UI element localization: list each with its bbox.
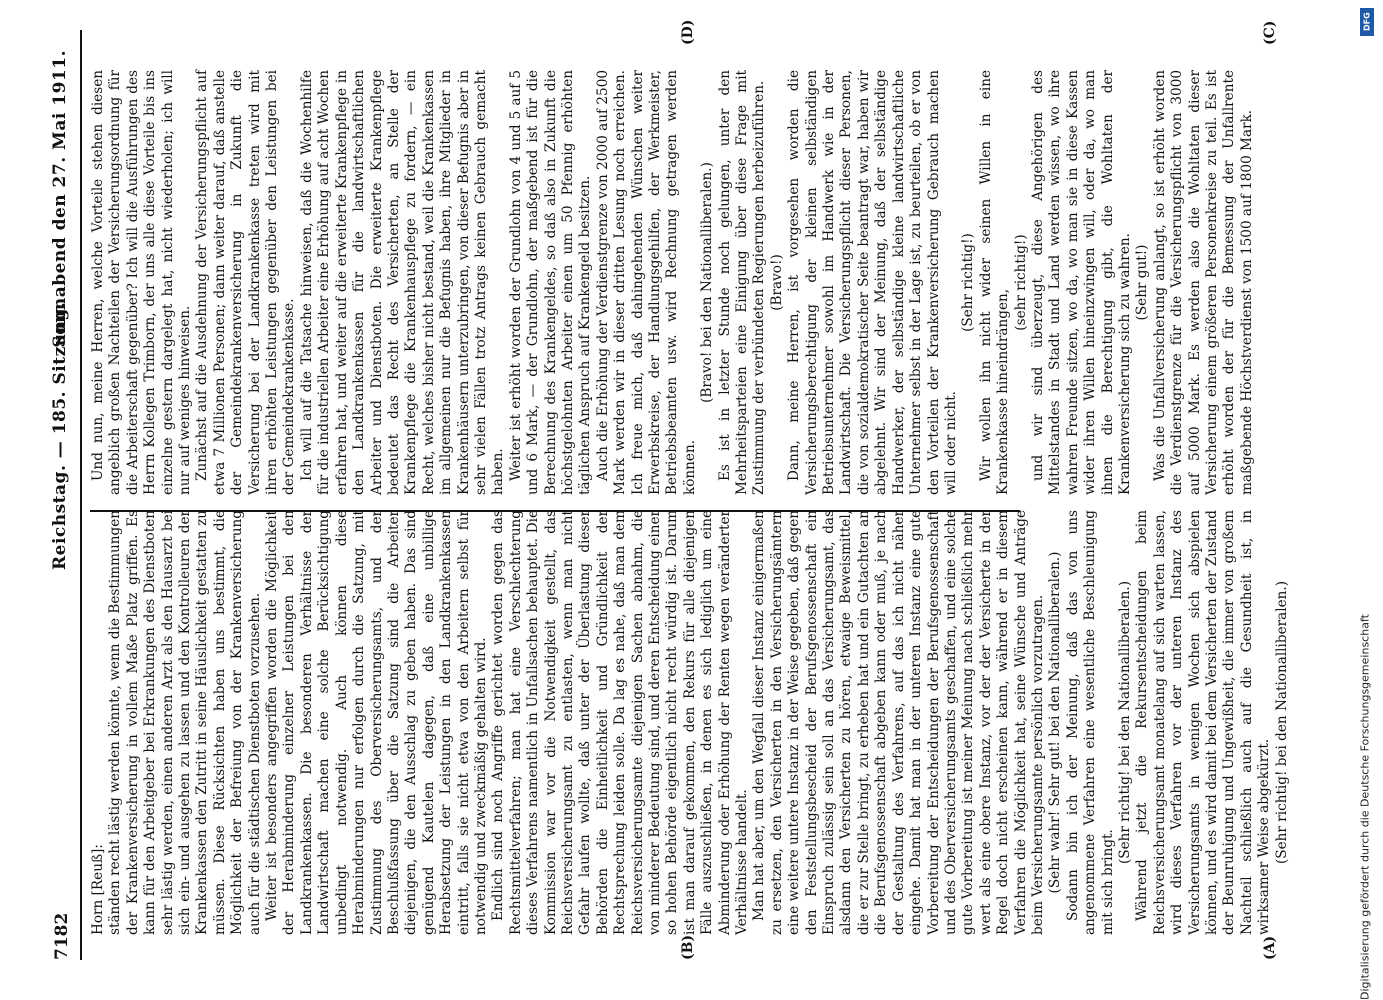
margin-mark-d: (D) [680, 19, 696, 45]
interjection: (Bravo!) [768, 254, 785, 311]
page-number: 7182 [52, 912, 72, 960]
interjection: (sehr richtig!) [1012, 234, 1029, 331]
interjection: (Bravo! bei den Nationalliberalen.) [699, 162, 716, 403]
paragraph: Dann, meine Herren, ist vorgesehen worden die Versicherungsberechtigung der kleinen selbständigen Betriebsunternehmer sowohl im Handwerk wie in der Landwirtschaft. Die Versicherungspflicht dieser Personen, die von sozialdemokratischer Seite beantragt war, haben wir abgelehnt. Wir sind der Meinung, daß der selbständige Handwerker, der selbständige kleine landwirtschaftliche Unternehmer selbst in der Lage ist, zu beurteilen, ob er von den Vorteilen der Krankenversicherung Gebrauch machen will oder nicht. [786, 70, 959, 495]
paragraph: Zunächst auf die Ausdehnung der Versicherungspflicht auf etwa 7 Millionen Personen; dann weiter darauf, daß anstelle der Gemeindekrankenversicherung in Zukunft die Versicherung bei der Landkrankenkasse treten wird mit ihren erhöhten Leistungen gegenüber den Leistungen bei der Gemeindekrankenkasse. [194, 70, 298, 495]
digitization-credit: Digitalisierung gefördert durch die Deutsche Forschungsgemeinschaft [1358, 614, 1372, 1000]
session-date: Sonnabend den 27. Mai 1911. [50, 50, 70, 348]
paragraph: Ich will auf die Tatsache hinweisen, daß die Wochenhilfe für die industriellen Arbeiter eine Erhöhung auf acht Wochen erfahren hat, und weiter auf die erweiterte Krankenpflege in den Landkrankenkassen für die landwirtschaftlichen Arbeiter und Dienstboten. Die erweiterte Krankenpflege bedeutet das Recht des Versicherten, an Stelle der Krankenpflege die Krankenhauspflege zu fordern, — ein Recht, welches bisher nicht bestand, weil die Krankenkassen im allgemeinen nur die Befugnis haben, ihre Mitglieder in Krankenhäusern unterzubringen, von dieser Befugnis aber in sehr vielen Fällen trotz Antrags keinen Gebrauch gemacht haben. [298, 70, 507, 495]
interjection: (Sehr richtig!) [960, 233, 977, 332]
margin-mark-a: (A) [1262, 935, 1278, 960]
interjection: (Sehr richtig! bei den Nationalliberalen.) [1116, 581, 1133, 864]
paragraph: Es ist in letzter Stunde noch gelungen, unter den Mehrheitsparteien eine Einigung über diese Frage mit Zustimmung der verbündeten Regierungen herbeizuführen. [716, 70, 768, 495]
interjection: (Sehr richtig! bei den Nationalliberalen.) [1273, 581, 1290, 864]
page-header [40, 30, 82, 960]
interjection: (Sehr gut!) [1134, 244, 1151, 321]
paragraph: Wir wollen ihn nicht wider seinen Willen in eine Krankenkasse hineindrängen, [977, 70, 1012, 495]
paragraph: Endlich sind noch Angriffe gerichtet worden gegen das Rechtsmittelverfahren; man hat eine Verschlechterung dieses Verfahrens namentlich in Unfallsachen behauptet. Die Kommission war vor die Notwendigkeit gestellt, das Reichsversicherungsamt zu entlasten, wenn man nicht Gefahr laufen wollte, daß unter der Überlastung dieser Behörden die Einheitlichkeit und Gründlichkeit der Rechtsprechung leiden solle. Da lag es nahe, daß man dem Reichsversicherungsamte diejenigen Sachen abnahm, die von minderer Bedeutung sind, und deren Entscheidung einer so hohen Behörde eigentlich nicht recht würdig ist. Darum ist man darauf gekommen, den Rekurs für alle diejenigen Fälle auszuschließen, in denen es sich lediglich um eine Abminderung oder Erhöhung der Renten wegen veränderter Verhältnisse handelt. [490, 510, 751, 935]
paragraph: Weiter ist erhöht worden der Grundlohn von 4 und 5 auf 5 und 6 Mark, — der Grundlohn, der maßgebend ist für die Berechnung des Krankengeldes, so daß also in Zukunft die höchstgelohnten Arbeiter einen um 50 Pfennig erhöhten täglichen Anspruch auf Krankengeld besitzen. [507, 70, 594, 495]
running-title: Reichstag. — 185. Sitzung. [50, 301, 70, 570]
column-divider [90, 510, 1020, 512]
paragraph: Auch die Erhöhung der Verdienstgrenze von 2000 auf 2500 Mark werden wir in dieser dritten Lesung noch erreichen. Ich freue mich, daß dahingehenden Wünschen weiter Erwerbskreise, der Handlungsgehilfen, der Werkmeister, Betriebsbeamten usw. wird Rechnung getragen werden können. [594, 70, 698, 495]
paragraph: Und nun, meine Herren, welche Vorteile stehen diesen angeblich großen Nachteilen der Versicherungsordnung für die Arbeiterschaft gegenüber? Ich will die Ausführungen des Herrn Kollegen Trimborn, der uns alle diese Vorteile bis ins einzelne gestern dargelegt hat, nicht wiederholen; ich will nur auf weniges hinweisen. [90, 70, 194, 495]
paragraph: Weiter ist besonders angegriffen worden die Möglichkeit der Herabminderung einzelner Leistungen bei den Landkrankenkassen. Die besonderen Verhältnisse der Landwirtschaft machen eine solche Berücksichtigung unbedingt notwendig. Auch können diese Herabminderungen nur erfolgen durch die Satzung, mit Zustimmung des Oberversicherungsamts, und der Beschlußfassung über die Satzung sind die Arbeiter diejenigen, die den Ausschlag zu geben haben. Das sind genügend Kautelen dagegen, daß eine unbillige Herabsetzung der Leistungen in den Landkrankenkassen eintritt, falls sie nicht etwa von den Arbeitern selbst für notwendig und zweckmäßig gehalten wird. [264, 510, 489, 935]
paragraph: und wir sind überzeugt, diese Angehörigen des Mittelstandes in Stadt und Land werden wissen, wo ihre wahren Freunde sitzen, wo da, wo man sie in diese Kassen wider ihren Willen hineinzwingen will, oder da, wo man ihnen die Berechtigung gibt, die Wohltaten der Krankenversicherung sich zu wahren. [1029, 70, 1133, 495]
interjection: (Sehr wahr! Sehr gut! bei den Nationalliberalen.) [1047, 551, 1064, 894]
margin-mark-c: (C) [1262, 20, 1278, 45]
left-text-column [90, 510, 1291, 935]
paragraph: Sodann bin ich der Meinung, daß das von uns angenommene Verfahren eine wesentliche Beschleunigung mit sich bringt. [1064, 510, 1116, 935]
margin-mark-b: (B) [680, 934, 696, 960]
paragraph: Was die Unfallversicherung anlangt, so ist erhöht worden die Verdienstgrenze für die Versicherungspflicht von 3000 auf 5000 Mark. Es werden also die Wohltaten dieser Versicherung einem größeren Personenkreise zu teil. Es ist erhöht worden der für die Bemessung der Unfallrente maßgebende Höchstverdienst von 1500 auf 1800 Mark. [1151, 70, 1255, 495]
right-text-column [90, 70, 1256, 495]
rotated-page [30, 0, 1330, 1000]
paragraph: Horn [Reuß]: [90, 844, 106, 935]
paragraph: ständen recht lästig werden könnte, wenn die Bestimmungen der Krankenversicherung in vollem Maße Platz griffen. Es kann für den Arbeitgeber bei Erkrankungen des Dienstboten sehr lästig werden, einen anderen Arzt als den Hausarzt bei sich ein- und ausgehen zu lassen und den Kontrolleuren der Krankenkassen den Zutritt in seine Häuslichkeit gestatten zu müssen. Diese Rücksichten haben uns bestimmt, die Möglichkeit der Befreiung von der Krankenversicherung auch für die städtischen Dienstboten vorzusehen. [107, 510, 263, 935]
paragraph: Während jetzt die Rekursentscheidungen beim Reichsversicherungsamt monatelang auf sich warten lassen, wird dieses Verfahren vor der unteren Instanz des Versicherungsamts in wenigen Wochen sich abspielen können, und es wird damit bei dem Versicherten der Zustand der Beunruhigung und Ungewißheit, die immer von großem Nachteil schließlich auch auf die Gesundheit ist, in wirksamer Weise abgekürzt. [1134, 510, 1273, 935]
dfg-logo: DFG [1360, 8, 1374, 36]
paragraph: Man hat aber, um den Wegfall dieser Instanz einigermaßen zu ersetzen, den Versicherten in den Versicherungsämtern eine weitere untere Instanz in der Weise gegeben, daß gegen den Feststellungsbescheid der Berufsgenossenschaft ein Einspruch zulässig sein soll an das Versicherungsamt, das alsdann den Versicherten zu hören, etwaige Beweismittel, die er zur Stelle bringt, zu erheben hat und ein Gutachten an die Berufsgenossenschaft abgeben kann oder muß, je nach der Gestaltung des Verfahrens, auf das ich nicht näher eingehe. Damit hat man in der unteren Instanz eine gute Vorbereitung der Entscheidungen der Berufsgenossenschaft und des Oberversicherungsamts geschaffen, und eine solche gute Vorbereitung ist meiner Meinung nach schließlich mehr wert als eine obere Instanz, vor der der Versicherte in der Regel doch nicht erscheinen kann, während er in diesem Verfahren die Möglichkeit hat, seine Wünsche und Anträge beim Versicherungsamte persönlich vorzutragen. [751, 510, 1046, 935]
